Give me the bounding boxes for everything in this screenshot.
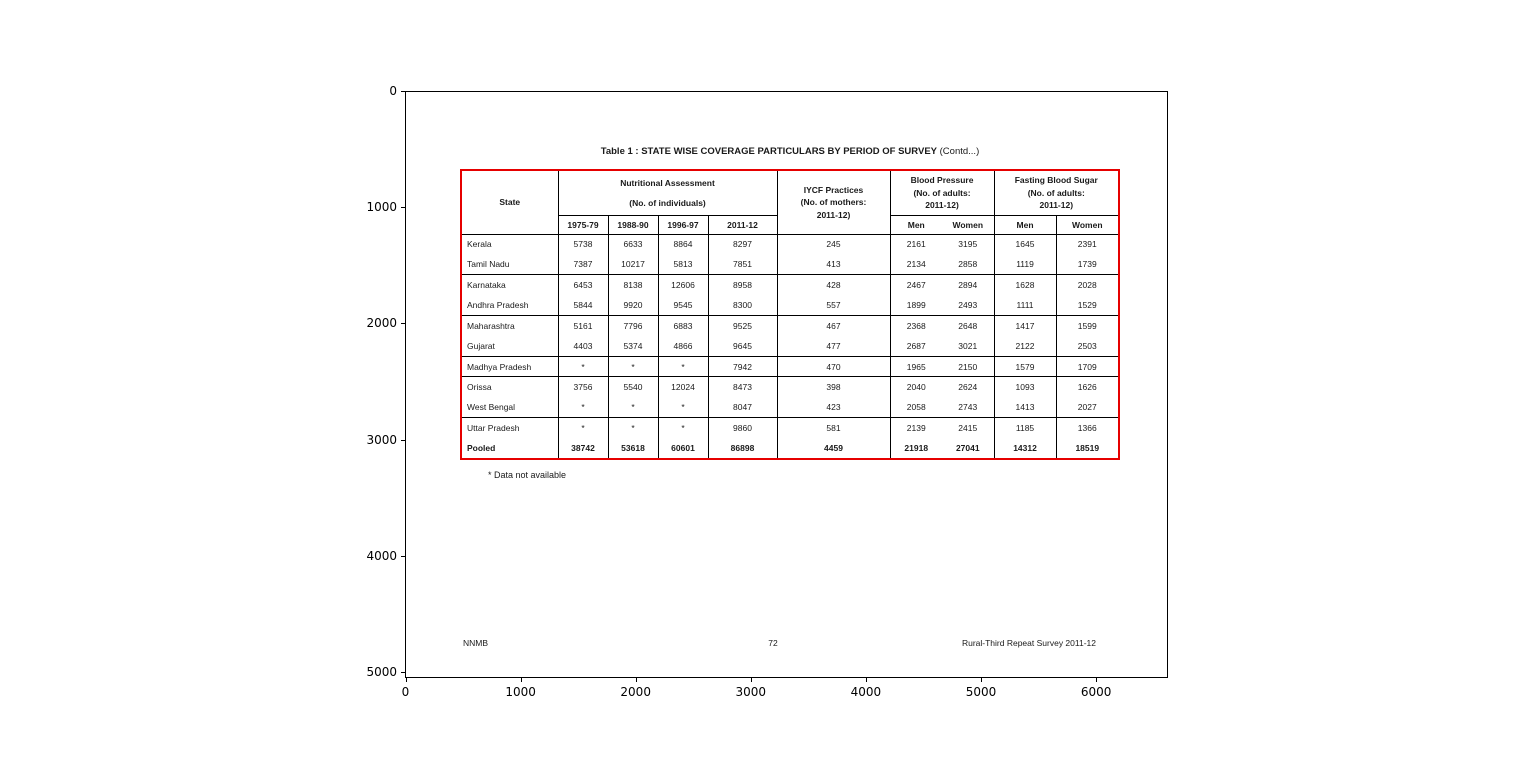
value-cell: 2415 <box>942 418 994 438</box>
value-cell: 2467 <box>890 275 942 295</box>
x-tick-label: 5000 <box>965 685 997 699</box>
value-cell: 5844 <box>558 295 608 315</box>
col-header-fbs-women: Women <box>1056 215 1118 234</box>
value-cell: 2040 <box>890 377 942 397</box>
value-cell: 21918 <box>890 438 942 458</box>
state-cell: Madhya Pradesh <box>462 356 558 376</box>
footer-org: NNMB <box>463 638 489 648</box>
value-cell: 1645 <box>994 234 1056 254</box>
value-cell: 1965 <box>890 356 942 376</box>
value-cell: 423 <box>777 397 890 417</box>
value-cell: 2028 <box>1056 275 1118 295</box>
table-title <box>460 146 1120 157</box>
value-cell: 9525 <box>708 316 777 336</box>
value-cell: 4403 <box>558 336 608 356</box>
value-cell: 86898 <box>708 438 777 458</box>
value-cell: * <box>658 397 708 417</box>
value-cell: 18519 <box>1056 438 1118 458</box>
col-header-iycf: IYCF Practices (No. of mothers: 2011-12) <box>777 171 890 234</box>
value-cell: 477 <box>777 336 890 356</box>
value-cell: 9645 <box>708 336 777 356</box>
value-cell: 470 <box>777 356 890 376</box>
value-cell: 557 <box>777 295 890 315</box>
value-cell: * <box>608 356 658 376</box>
value-cell: 7851 <box>708 254 777 274</box>
value-cell: 398 <box>777 377 890 397</box>
value-cell: 27041 <box>955 443 980 454</box>
value-cell: * <box>558 418 608 438</box>
col-header-year-1975-79: 1975-79 <box>558 215 608 234</box>
y-tick-label: 0 <box>389 84 397 98</box>
value-cell: 413 <box>777 254 890 274</box>
x-tick-mark <box>866 678 867 682</box>
value-cell: 3021 <box>958 340 978 351</box>
state-cell: Maharashtra <box>462 316 558 336</box>
table-body <box>462 234 1118 458</box>
state-cell: West Bengal <box>467 402 516 413</box>
x-tick-mark <box>521 678 522 682</box>
col-header-blood-pressure: Blood Pressure (No. of adults: 2011-12) <box>890 171 994 215</box>
value-cell: 1119 <box>994 254 1056 274</box>
value-cell: 1579 <box>994 356 1056 376</box>
footer-survey-name: Rural-Third Repeat Survey 2011-12 <box>961 638 1096 648</box>
value-cell: 6633 <box>608 234 658 254</box>
plot-area <box>405 91 1168 678</box>
value-cell: * <box>558 397 608 417</box>
value-cell: 8138 <box>608 275 658 295</box>
value-cell: 3756 <box>558 377 608 397</box>
value-cell: 245 <box>777 234 890 254</box>
value-cell: 1739 <box>1056 254 1118 274</box>
value-cell: 2139 <box>890 418 942 438</box>
value-cell: 7387 <box>558 254 608 274</box>
x-tick-mark <box>636 678 637 682</box>
value-cell: 2027 <box>1056 397 1118 417</box>
y-tick-label: 2000 <box>366 316 397 331</box>
value-cell: 3195 <box>942 234 994 254</box>
state-cell: Kerala <box>462 234 558 254</box>
table-title-contd: (Contd...) <box>937 146 980 157</box>
value-cell: 4459 <box>777 438 890 458</box>
value-cell: * <box>658 418 708 438</box>
col-header-nutritional-assessment: Nutritional Assessment (No. of individuals) <box>558 171 777 215</box>
value-cell: 581 <box>777 418 890 438</box>
value-cell: 2648 <box>942 316 994 336</box>
value-cell: 12606 <box>658 275 708 295</box>
value-cell: 2894 <box>942 275 994 295</box>
footer-page-number: 72 <box>768 638 778 648</box>
table-row <box>462 377 1118 397</box>
value-cell: 1366 <box>1056 418 1118 438</box>
x-tick-label: 4000 <box>850 685 882 699</box>
value-cell: 1626 <box>1056 377 1118 397</box>
value-cell: 2058 <box>890 397 942 417</box>
value-cell: 2150 <box>942 356 994 376</box>
value-cell: 5813 <box>658 254 708 274</box>
table-row <box>462 336 1118 356</box>
value-cell: 1529 <box>1056 295 1118 315</box>
state-cell: Pooled <box>467 443 496 454</box>
value-cell: * <box>558 356 608 376</box>
value-cell: * <box>608 418 658 438</box>
value-cell: 4866 <box>658 336 708 356</box>
value-cell: 2687 <box>890 336 942 356</box>
table-row <box>462 418 1118 438</box>
col-header-fasting-blood-sugar: Fasting Blood Sugar (No. of adults: 2011-12) <box>994 171 1118 215</box>
x-tick-mark <box>751 678 752 682</box>
value-cell: 2122 <box>994 336 1056 356</box>
value-cell: 2743 <box>958 402 978 413</box>
state-cell: Tamil Nadu <box>467 259 510 270</box>
value-cell: 2134 <box>890 254 942 274</box>
x-tick-label: 1000 <box>505 685 536 699</box>
y-tick-label: 3000 <box>366 432 397 447</box>
value-cell: 1093 <box>994 377 1056 397</box>
value-cell: 60601 <box>658 438 708 458</box>
value-cell: 8473 <box>708 377 777 397</box>
value-cell: 9920 <box>608 295 658 315</box>
table-row <box>462 438 1118 458</box>
value-cell: 2391 <box>1056 234 1118 254</box>
value-cell: 8300 <box>708 295 777 315</box>
x-tick-label: 0 <box>401 685 410 699</box>
col-header-year-2011-12: 2011-12 <box>708 215 777 234</box>
value-cell: 2503 <box>1056 336 1118 356</box>
x-tick-label: 2000 <box>620 685 651 699</box>
col-header-year-1996-97: 1996-97 <box>658 215 708 234</box>
y-tick-label: 5000 <box>366 665 397 679</box>
value-cell: 1709 <box>1056 356 1118 376</box>
value-cell: 1628 <box>994 275 1056 295</box>
value-cell: 38742 <box>558 438 608 458</box>
value-cell: 9545 <box>658 295 708 315</box>
value-cell: 428 <box>777 275 890 295</box>
table-header <box>462 171 1118 234</box>
value-cell: 5374 <box>608 336 658 356</box>
col-header-bp-women: Women <box>942 215 994 234</box>
value-cell: * <box>608 397 658 417</box>
value-cell: 2368 <box>890 316 942 336</box>
x-tick-mark <box>406 678 407 682</box>
col-header-year-1988-90: 1988-90 <box>608 215 658 234</box>
value-cell: 6453 <box>558 275 608 295</box>
table-row <box>462 295 1118 315</box>
x-tick-mark <box>1096 678 1097 682</box>
value-cell: 467 <box>777 316 890 336</box>
x-tick-label: 3000 <box>735 685 767 699</box>
x-tick-mark <box>981 678 982 682</box>
col-header-state: State <box>499 197 521 208</box>
value-cell: 2624 <box>942 377 994 397</box>
value-cell: 8297 <box>708 234 777 254</box>
table-title-main: Table 1 : STATE WISE COVERAGE PARTICULARS BY PERIOD OF SURVEY <box>600 146 937 157</box>
table-row <box>462 234 1118 254</box>
value-cell: 10217 <box>608 254 658 274</box>
value-cell: 2161 <box>890 234 942 254</box>
coverage-table <box>460 169 1120 460</box>
value-cell: 7796 <box>608 316 658 336</box>
value-cell: 1413 <box>994 397 1056 417</box>
value-cell: * <box>658 356 708 376</box>
value-cell: 12024 <box>658 377 708 397</box>
state-cell: Uttar Pradesh <box>462 418 558 438</box>
value-cell: 1111 <box>994 295 1056 315</box>
table-row <box>462 356 1118 376</box>
value-cell: 8047 <box>708 397 777 417</box>
table-row <box>462 397 1118 417</box>
value-cell: 9860 <box>708 418 777 438</box>
value-cell: 5161 <box>558 316 608 336</box>
value-cell: 5540 <box>608 377 658 397</box>
state-cell: Orissa <box>462 377 558 397</box>
value-cell: 1599 <box>1056 316 1118 336</box>
value-cell: 1417 <box>994 316 1056 336</box>
table-row <box>462 275 1118 295</box>
y-tick-label: 1000 <box>366 200 397 215</box>
value-cell: 14312 <box>994 438 1056 458</box>
coverage-table-grid <box>462 171 1118 458</box>
value-cell: 2858 <box>958 259 978 270</box>
footnote: * Data not available <box>488 470 567 480</box>
value-cell: 6883 <box>658 316 708 336</box>
state-cell: Gujarat <box>467 340 495 351</box>
value-cell: 8864 <box>658 234 708 254</box>
col-header-bp-men: Men <box>890 215 942 234</box>
value-cell: 1899 <box>890 295 942 315</box>
y-tick-label: 4000 <box>366 548 397 563</box>
table-row <box>462 254 1118 274</box>
value-cell: 8958 <box>708 275 777 295</box>
x-tick-label: 6000 <box>1080 685 1112 699</box>
value-cell: 53618 <box>608 438 658 458</box>
col-header-fbs-men: Men <box>994 215 1056 234</box>
value-cell: 7942 <box>708 356 777 376</box>
state-cell: Andhra Pradesh <box>467 300 529 311</box>
table-row <box>462 316 1118 336</box>
value-cell: 2493 <box>958 300 978 311</box>
value-cell: 5738 <box>558 234 608 254</box>
value-cell: 1185 <box>994 418 1056 438</box>
state-cell: Karnataka <box>462 275 558 295</box>
